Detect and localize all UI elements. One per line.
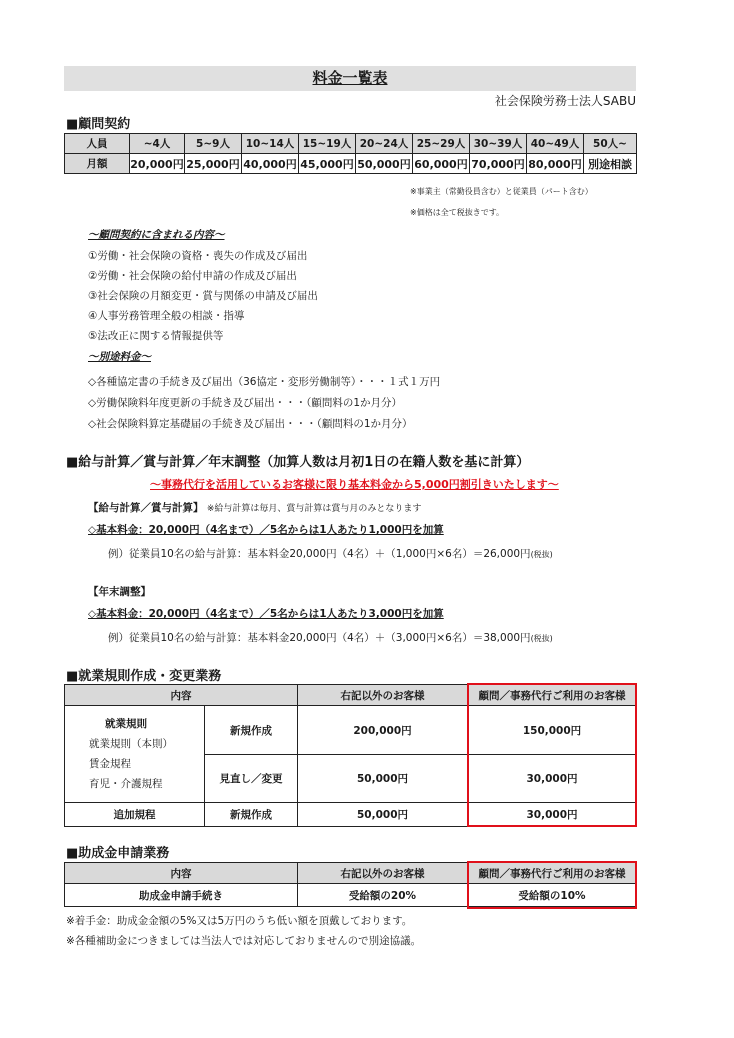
subsidy-note-1: ※着手金：助成金金額の5%又は5万円のうち低い額を頂戴しております。 (66, 915, 413, 927)
yearend-example-line (108, 630, 553, 645)
rules-heading: ■就業規則作成・変更業務 (66, 669, 222, 684)
subsidy-heading: ■助成金申請業務 (66, 846, 170, 861)
fee-cell: 80,000円 (527, 154, 584, 174)
komon-heading: ■顧問契約 (66, 117, 131, 132)
header-cell: 30~39人 (470, 134, 527, 154)
header-cell: ~4人 (130, 134, 185, 154)
col-other: 右記以外のお客様 (298, 863, 468, 884)
fee-cell: 60,000円 (413, 154, 470, 174)
payroll-heading: ■給与計算／賞与計算／年末調整（加算人数は月初1日の在籍人数を基に計算） (66, 455, 530, 470)
komon-header-row (65, 134, 637, 154)
new-client-fee: 150,000円 (468, 706, 637, 755)
company-name: 社会保険労務士法人SABU (494, 94, 636, 108)
header-cell: 人員 (65, 134, 130, 154)
yearend-label: 【年末調整】 (88, 586, 151, 598)
fee-cell: 20,000円 (130, 154, 185, 174)
fee-cell: 45,000円 (299, 154, 356, 174)
salary-line (88, 500, 421, 515)
komon-fee-row (65, 154, 637, 174)
header-cell: 25~29人 (413, 134, 470, 154)
fee-cell: 70,000円 (470, 154, 527, 174)
rules-group-cell (65, 706, 205, 803)
title-bar (64, 66, 636, 91)
col-content: 内容 (65, 685, 298, 706)
subsidy-client-rate: 受給額の10% (468, 884, 637, 907)
included-item: ③社会保険の月額変更・賞与関係の申請及び届出 (88, 290, 318, 302)
col-content: 内容 (65, 863, 298, 884)
subsidy-highlight-box (467, 861, 637, 909)
rules-group-title: 就業規則 (105, 718, 147, 730)
additional-client-fee: 30,000円 (468, 803, 637, 827)
komon-note-1: ※事業主（常勤役員含む）と従業員（パート含む） (410, 187, 593, 196)
page-title: 料金一覧表 (312, 69, 388, 87)
fee-cell: 40,000円 (242, 154, 299, 174)
tax-excl-label: (税抜) (530, 550, 553, 559)
header-cell: 50人~ (584, 134, 637, 154)
extra-item: ◇社会保険料算定基礎届の手続き及び届出・・・（顧問料の1か月分） (88, 418, 413, 430)
rules-group-item: 就業規則（本則） (89, 738, 173, 750)
extra-heading: ～別途料金～ (88, 351, 151, 363)
included-item: ④人事労務管理全般の相談・指導 (88, 310, 245, 322)
yearend-rule: ◇基本料金：20,000円（4名まで）／5名からは1人あたり3,000円を加算 (88, 608, 444, 620)
discount-note: ～事務代行を活用しているお客様に限り基本料金から5,000円割引きいたします～ (150, 478, 559, 491)
komon-note-2: ※価格は全て税抜きです。 (410, 208, 505, 217)
review-client-fee: 30,000円 (468, 755, 637, 803)
additional-other-fee: 50,000円 (298, 803, 468, 827)
col-client: 顧問／事務代行ご利用のお客様 (468, 685, 637, 706)
new-other-fee: 200,000円 (298, 706, 468, 755)
included-item: ⑤法改正に関する情報提供等 (88, 330, 224, 342)
rules-highlight-box (467, 683, 637, 827)
yearend-example: 例）従業員10名の給与計算：基本料金20,000円（4名）＋（3,000円×6名）＝38,000円 (108, 632, 531, 644)
subsidy-other-rate: 受給額の20% (298, 884, 468, 907)
komon-fee-table (64, 133, 637, 174)
row-label: 月額 (65, 154, 130, 174)
salary-rule: ◇基本料金：20,000円（4名まで）／5名からは1人あたり1,000円を加算 (88, 524, 444, 536)
salary-label: 【給与計算／賞与計算】 (88, 502, 204, 514)
included-item: ①労働・社会保険の資格・喪失の作成及び届出 (88, 250, 308, 262)
included-item: ②労働・社会保険の給付申請の作成及び届出 (88, 270, 297, 282)
tax-excl-label: (税抜) (530, 634, 553, 643)
extra-item: ◇労働保険料年度更新の手続き及び届出・・・（顧問料の1か月分） (88, 397, 403, 409)
rules-group-item: 育児・介護規程 (89, 778, 163, 790)
fee-cell: 50,000円 (356, 154, 413, 174)
salary-note: ※給与計算は毎月、賞与計算は賞与月のみとなります (206, 504, 422, 514)
header-cell: 5~9人 (185, 134, 242, 154)
included-heading: ～顧問契約に含まれる内容～ (88, 229, 225, 241)
extra-item: ◇各種協定書の手続き及び届出（36協定・変形労働制等）・・・１式１万円 (88, 376, 441, 388)
header-cell: 20~24人 (356, 134, 413, 154)
salary-example: 例）従業員10名の給与計算：基本料金20,000円（4名）＋（1,000円×6名）＝26,000円 (108, 548, 531, 560)
fee-cell: 25,000円 (185, 154, 242, 174)
review-label: 見直し／変更 (205, 755, 298, 803)
subsidy-note-2: ※各種補助金につきましては当法人では対応しておりませんので別途協議。 (66, 935, 422, 947)
salary-example-line (108, 546, 553, 561)
header-cell: 10~14人 (242, 134, 299, 154)
col-other: 右記以外のお客様 (298, 685, 468, 706)
fee-cell: 別途相談 (584, 154, 637, 174)
additional-label: 追加規程 (65, 803, 205, 827)
header-cell: 15~19人 (299, 134, 356, 154)
review-other-fee: 50,000円 (298, 755, 468, 803)
subsidy-item: 助成金申請手続き (65, 884, 298, 907)
header-cell: 40~49人 (527, 134, 584, 154)
col-client: 顧問／事務代行ご利用のお客様 (468, 863, 637, 884)
rules-group-item: 賃金規程 (89, 758, 131, 770)
new-label: 新規作成 (205, 706, 298, 755)
additional-type: 新規作成 (205, 803, 298, 827)
